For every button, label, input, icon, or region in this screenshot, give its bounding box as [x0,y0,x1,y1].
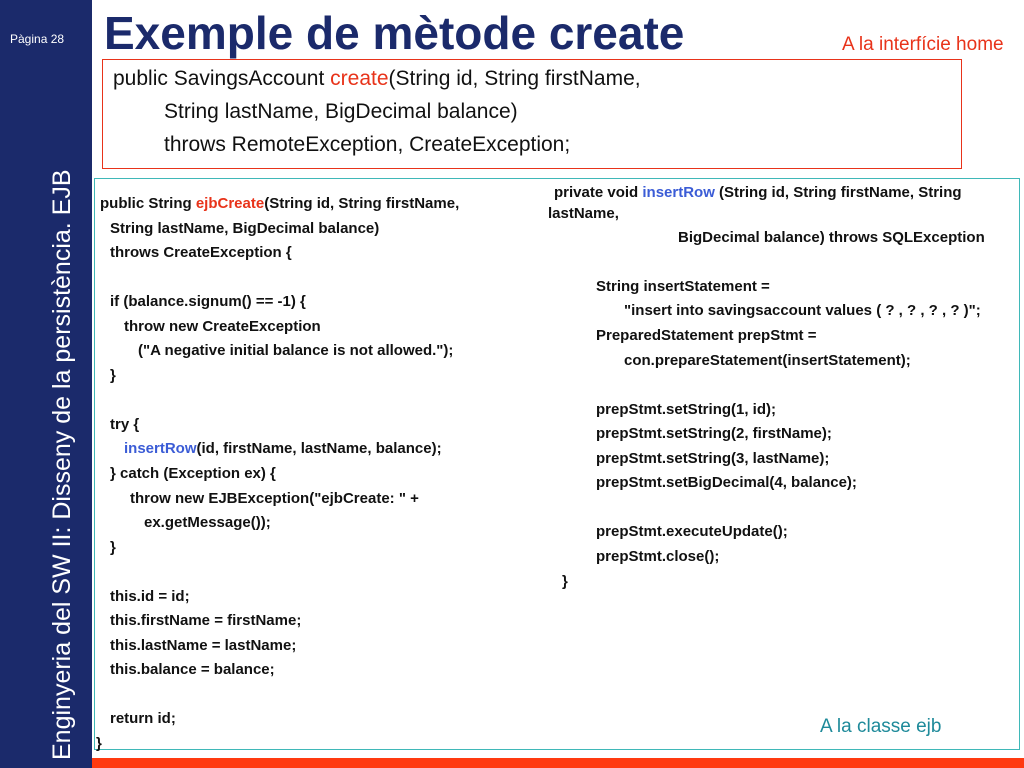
code-line: throws RemoteException, CreateException; [164,133,571,156]
insertrow-method-name: insertRow [642,184,715,201]
code-line: } [562,573,568,590]
code-line: return id; [110,710,176,727]
code-line: String insertStatement = [596,278,770,295]
code-line: this.balance = balance; [110,661,275,678]
code-line: ex.getMessage()); [144,514,271,531]
code-line: this.id = id; [110,588,190,605]
code-line: throw new CreateException [124,318,321,335]
code-line: con.prepareStatement(insertStatement); [624,352,911,369]
page-number-label: Pàgina 28 [10,32,65,46]
code-line: } catch (Exception ex) { [110,465,276,482]
code-line: prepStmt.close(); [596,548,720,565]
home-interface-code-box [102,59,962,169]
insertrow-call: insertRow [124,440,197,457]
code-line: throws CreateException { [110,244,292,261]
code-line: throw new EJBException("ejbCreate: " + [130,490,419,507]
sidebar [0,0,92,768]
slide-title: Exemple de mètode create [104,7,685,59]
code-line: ("A negative initial balance is not allowed."); [138,342,454,359]
ejbcreate-method-name: ejbCreate [195,195,265,212]
bottom-accent-bar [92,758,1024,768]
code-line: } [110,539,116,556]
code-line: "insert into savingsaccount values ( ? , ? , ? , ? )"; [624,302,981,319]
home-interface-caption: A la interfície home [842,34,1004,55]
code-line: } [96,735,102,752]
code-line: try { [110,416,140,433]
code-line: prepStmt.setString(1, id); [596,401,777,418]
code-line: insertRow(id, firstName, lastName, balance); [124,440,442,457]
code-line: String lastName, BigDecimal balance) [164,100,518,123]
code-line: prepStmt.setBigDecimal(4, balance); [596,474,857,491]
code-line: String lastName, BigDecimal balance) [110,220,380,237]
code-line: PreparedStatement prepStmt = [596,327,817,344]
code-line: prepStmt.setString(2, firstName); [596,425,832,442]
code-line: } [110,367,116,384]
create-method-name: create [330,67,389,90]
code-line: private void insertRow (String id, String firstName, String [554,184,962,201]
code-line: public String ejbCreate(String id, String firstName, [100,195,460,212]
code-line: this.lastName = lastName; [110,637,297,654]
code-line: this.firstName = firstName; [110,612,302,629]
ejb-class-caption: A la classe ejb [820,716,942,737]
code-line: prepStmt.setString(3, lastName); [596,450,830,467]
code-line: prepStmt.executeUpdate(); [596,523,788,540]
vertical-course-title: Enginyeria del SW II: Disseny de la persistència. EJB [48,169,76,760]
code-line: if (balance.signum() == -1) { [110,293,306,310]
code-line: BigDecimal balance) throws SQLException [678,229,985,246]
code-line: lastName, [548,205,619,222]
code-line: public SavingsAccount create(String id, String firstName, [113,67,641,90]
